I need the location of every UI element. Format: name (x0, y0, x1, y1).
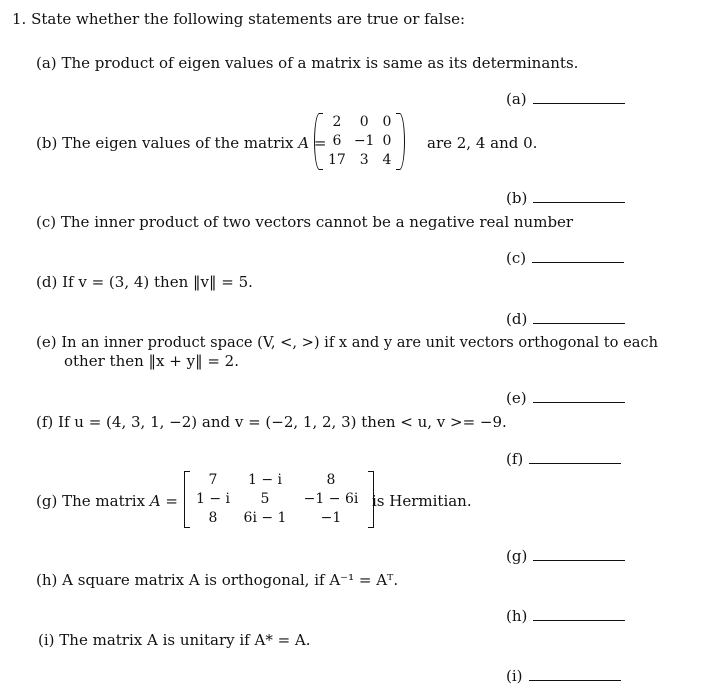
item-g-matrix (184, 471, 374, 528)
item-b-matrix (314, 113, 405, 170)
item-e-label: (e) (36, 333, 57, 351)
answer-d[interactable] (506, 310, 625, 328)
item-a-text: The product of eigen values of a matrix is same as its determinants. (61, 54, 579, 72)
answer-c-blank[interactable] (532, 250, 624, 263)
answer-i[interactable] (506, 667, 621, 685)
answer-b-blank[interactable] (533, 190, 625, 203)
matrix-cell: 8 (208, 510, 218, 526)
item-b-label: (b) (36, 134, 58, 152)
answer-c-label: (c) (506, 249, 527, 267)
item-g-label: (g) (36, 492, 58, 510)
matrix-cell: −1 (320, 510, 342, 526)
item-h-text: A square matrix A is orthogonal, if A⁻¹ = Aᵀ. (62, 571, 399, 589)
matrix-cell: 0 (382, 133, 392, 149)
item-e-line2: other then ‖x + y‖ = 2. (64, 352, 239, 370)
item-g-post: is Hermitian. (372, 492, 472, 510)
item-d-label: (d) (36, 273, 58, 291)
answer-d-blank[interactable] (533, 311, 625, 324)
item-g-matrix-name: A (149, 492, 161, 510)
item-c (36, 213, 573, 231)
item-a (36, 54, 578, 72)
question-number: 1. (12, 10, 27, 28)
item-h-label: (h) (36, 571, 58, 589)
answer-d-label: (d) (506, 310, 528, 328)
answer-g-label: (g) (506, 547, 528, 565)
answer-f-label: (f) (506, 450, 524, 468)
item-b-post: are 2, 4 and 0. (427, 134, 538, 152)
answer-a[interactable] (506, 90, 625, 108)
item-a-label: (a) (36, 54, 57, 72)
item-i-label: (i) (38, 631, 55, 649)
item-d-text: If v = (3, 4) then ‖v‖ = 5. (62, 273, 253, 291)
answer-i-blank[interactable] (529, 668, 621, 681)
item-g: (g) The matrix A = (36, 492, 178, 510)
left-bracket (184, 471, 190, 528)
item-c-label: (c) (36, 213, 57, 231)
matrix-cell: 8 (326, 472, 336, 488)
item-d (36, 273, 253, 291)
answer-g[interactable] (506, 547, 625, 565)
matrix-cell: −1 (353, 133, 375, 149)
answer-e-label: (e) (506, 389, 527, 407)
matrix-cell: 2 (332, 114, 342, 130)
answer-i-label: (i) (506, 667, 523, 685)
item-f (36, 413, 507, 431)
item-b-matrix-name: A (298, 134, 310, 152)
answer-e-blank[interactable] (533, 390, 625, 403)
question-instruction: State whether the following statements are true or false: (31, 10, 466, 28)
item-e-line1: In an inner product space (V, <, >) if x and y are unit vectors orthogonal to each (61, 334, 658, 351)
matrix-cell: 4 (382, 152, 392, 168)
matrix-cell: 1 − i (247, 472, 282, 488)
answer-f[interactable] (506, 450, 621, 468)
answer-h-label: (h) (506, 607, 528, 625)
item-g-pre: The matrix (62, 492, 146, 510)
matrix-cell: 7 (208, 472, 218, 488)
matrix-cell: 17 (328, 152, 346, 168)
matrix-cell: −1 − 6i (303, 491, 359, 507)
answer-h[interactable] (506, 607, 625, 625)
matrix-cell: 6i − 1 (243, 510, 287, 526)
answer-h-blank[interactable] (533, 608, 625, 621)
item-h (36, 571, 398, 589)
item-b-pre: The eigen values of the matrix (62, 134, 294, 152)
item-i (38, 631, 311, 649)
item-f-text: If u = (4, 3, 1, −2) and v = (−2, 1, 2, 3) then < u, v >= −9. (58, 413, 507, 431)
answer-b-label: (b) (506, 189, 528, 207)
answer-a-label: (a) (506, 90, 527, 108)
matrix-cell: 5 (260, 491, 270, 507)
matrix-cell: 3 (359, 152, 369, 168)
matrix-cell: 0 (382, 114, 392, 130)
answer-e[interactable] (506, 389, 625, 407)
matrix-cell: 6 (332, 133, 342, 149)
answer-g-blank[interactable] (533, 548, 625, 561)
left-paren (314, 113, 323, 170)
matrix-cell: 1 − i (195, 491, 230, 507)
right-paren (396, 113, 405, 170)
answer-a-blank[interactable] (533, 91, 625, 104)
answer-c[interactable] (506, 249, 624, 267)
question-heading (12, 10, 465, 28)
item-i-text: The matrix A is unitary if A* = A. (59, 631, 311, 649)
matrix-cell: 0 (359, 114, 369, 130)
item-f-label: (f) (36, 413, 54, 431)
item-e (36, 333, 658, 352)
answer-f-blank[interactable] (529, 451, 621, 464)
item-c-text: The inner product of two vectors cannot be a negative real number (60, 213, 574, 231)
item-b: (b) The eigen values of the matrix A = (36, 134, 327, 152)
answer-b[interactable] (506, 189, 625, 207)
